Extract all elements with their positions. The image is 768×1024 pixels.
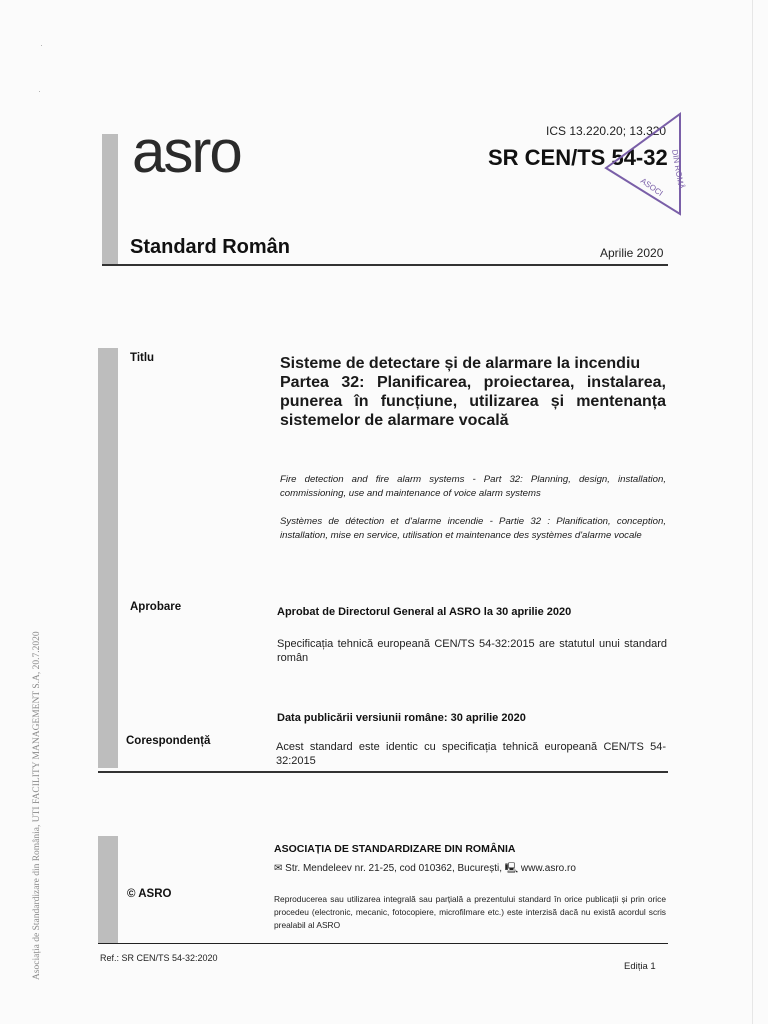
standard-code: SR CEN/TS 54-32 (488, 145, 668, 170)
scan-speck: · (38, 86, 41, 96)
org-name: ASOCIAȚIA DE STANDARDIZARE DIN ROMÂNIA (274, 843, 516, 855)
asro-logo: asro (132, 118, 241, 185)
mail-icon: ✉ (274, 863, 283, 874)
content-gray-bar (98, 348, 118, 768)
org-address: Str. Mendeleev nr. 21-25, cod 010362, București, (285, 863, 502, 874)
title-line: Partea 32: Planificarea, proiectarea, instalarea, punerea în funcțiune, utilizarea și mentenanța sistemelor de alarmare vocală (280, 374, 666, 429)
standard-type: Standard Român (130, 236, 291, 258)
corespondenta-label: Corespondență (126, 735, 211, 747)
footer-edition: Ediția 1 (624, 961, 656, 972)
scan-speck: · (40, 40, 43, 50)
publication-date: Data publicării versiunii române: 30 aprilie 2020 (277, 712, 526, 724)
web-icon: 🖳 (504, 863, 519, 874)
titlu-label: Titlu (130, 352, 155, 364)
side-watermark: Asociația de Standardizare din România, UTI FACILITY MANAGEMENT S.A, 20.7.2020 (32, 631, 42, 980)
title-french: Systèmes de détection et d'alarme incendie - Partie 32 : Planification, conception, installation, mise en service, utilisation et maintenance des systèmes d'alarme vocale (280, 516, 666, 541)
approval-statement: Aprobat de Directorul General al ASRO la 30 aprilie 2020 (277, 606, 572, 618)
copyright-label: © ASRO (127, 888, 172, 900)
header-rule (102, 264, 668, 266)
main-rule (98, 771, 668, 773)
title-romanian (280, 354, 666, 430)
stamp-text: ASOCI (638, 176, 665, 198)
org-address-line (274, 862, 576, 876)
footer-reference: Ref.: SR CEN/TS 54-32:2020 (100, 953, 218, 963)
aprobare-label: Aprobare (130, 601, 182, 613)
asro-gray-bar (98, 836, 118, 944)
stamp-text: DIN ROMÂ (670, 148, 686, 190)
correspondence-text: Acest standard este identic cu specificația tehnică europeană CEN/TS 54-32:2015 (276, 741, 666, 767)
org-website[interactable]: www.asro.ro (520, 863, 576, 874)
title-line: Sisteme de detectare și de alarmare la incendiu (280, 355, 641, 372)
asro-rule (98, 943, 668, 944)
page-edge (752, 0, 753, 1024)
asro-stamp (602, 110, 688, 220)
title-english: Fire detection and fire alarm systems - Part 32: Planning, design, installation, commissioning, use and maintenance of voice alarm systems (280, 474, 666, 499)
copyright-notice: Reproducerea sau utilizarea integrală sau parțială a prezentului standard în orice publicații și prin orice procedeu (electronic, mecanic, fotocopiere, microfilmare etc.) este interzisă dacă nu există acordul scris prealabil al ASRO (274, 894, 666, 930)
status-text: Specificația tehnică europeană CEN/TS 54-32:2015 are statutul unui standard român (277, 638, 667, 664)
publication-month: Aprilie 2020 (600, 246, 664, 260)
ics-code: ICS 13.220.20; 13.320 (546, 124, 667, 138)
header-gray-bar (102, 134, 118, 264)
